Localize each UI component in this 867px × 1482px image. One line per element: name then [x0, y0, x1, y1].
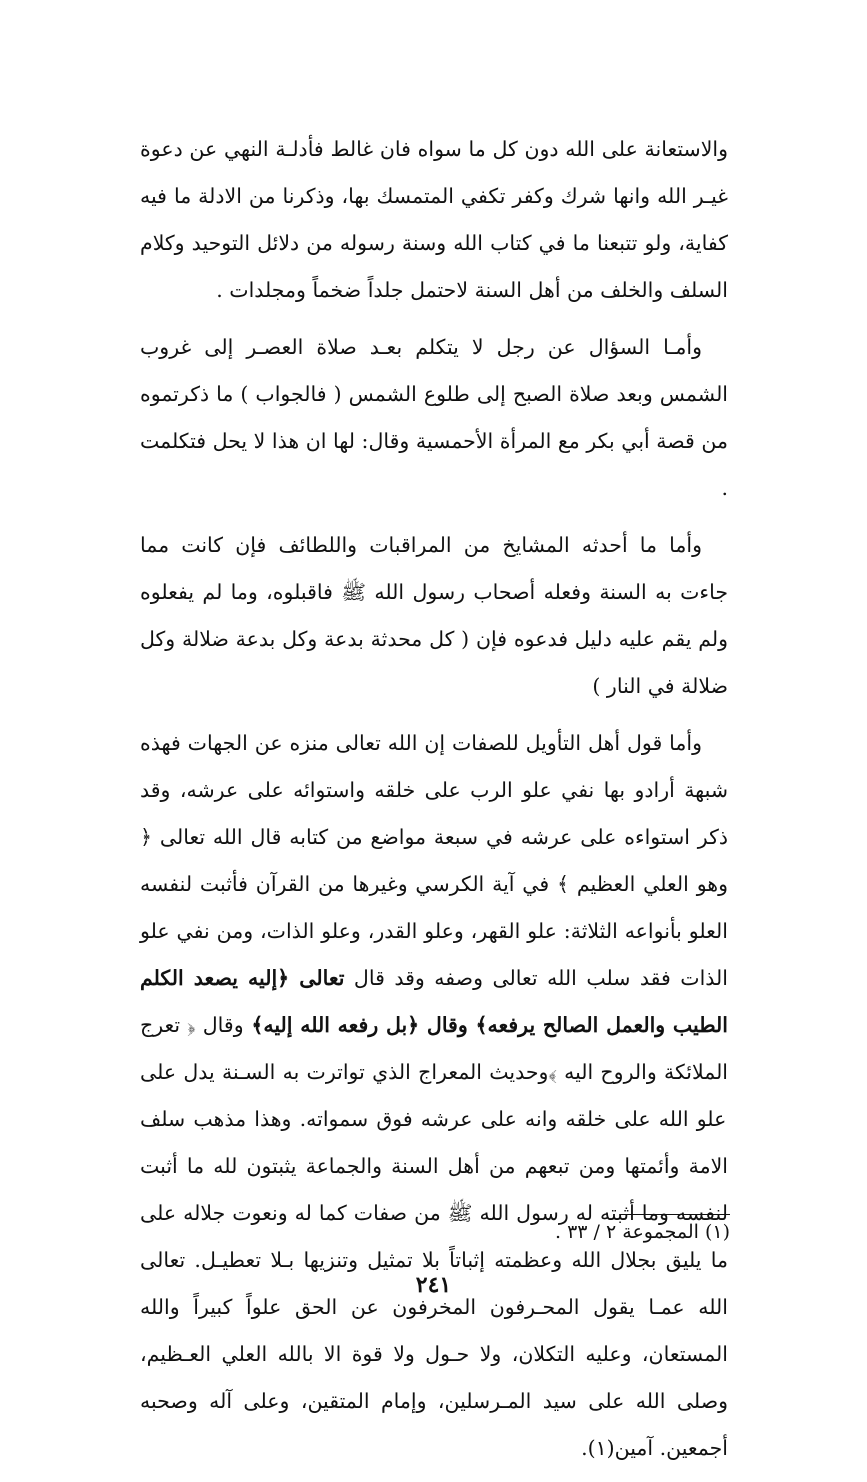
line: عرشه في سبعة مواضع من كتابه قال الله تعالى ﴿ وهو العلي العظيم ﴾ في آية: [140, 825, 729, 896]
line: القدر، وعلو الذات، ومن نفي علو الذات فقد سلب الله تعالى وصفه وقد قال: [140, 919, 729, 990]
line: فدعوه فإن ( كل محدثة بدعة وكل بدعة ضلالة وكل ضلالة في النار ): [140, 627, 728, 698]
line: تعالى ﴿إليه يصعد الكلم الطيب والعمل الصالح يرفعه﴾ وقال ﴿بل رفعه الله إليه﴾: [140, 966, 728, 1037]
line: الكرسي وغيرها من القرآن فأثبت لنفسه العلو بأنواعه الثلاثة: علو القهر، وعلو: [140, 872, 728, 943]
line: وانها شرك وكفر تكفي المتمسك بها، وذكرنا من الادلة ما فيه كفاية، ولو تتبعنا: [140, 184, 728, 255]
line: وعظمته إثباتاً بلا تمثيل وتنزيها بـلا تعطيـل. تعالى الله عمـا يقول المحـرفون: [140, 1248, 728, 1319]
page-number: ٢٤١: [415, 1272, 452, 1298]
footnote-divider: [620, 1214, 730, 1215]
paragraph-2: [140, 324, 728, 512]
line: وقال ﴿ تعرج الملائكة والروح اليه ﴾وحديث المعراج الذي تواترت به السـنة: [140, 1013, 729, 1084]
line: المخرفون عن الحق علواً كبيراً والله المستعان، وعليه التكلان، ولا حـول ولا: [140, 1295, 728, 1366]
line: وعلى آله وصحبه أجمعين. آمين(١).: [140, 1389, 728, 1460]
footnote: (١) المجموعة ٢ / ٣٣ .: [555, 1221, 730, 1243]
line: مع المرأة الأحمسية وقال: لها ان هذا لا يحل فتكلمت .: [140, 429, 728, 500]
line: يدل على علو الله على خلقه وانه على عرشه فوق سمواته. وهذا مذهب سلف: [140, 1060, 727, 1131]
paragraph-4: [140, 720, 728, 1472]
line: وأما ما أحدثه المشايخ من المراقبات واللطائف فإن كانت مما جاءت به: [140, 533, 728, 604]
line: السنة لاحتمل جلداً ضخماً ومجلدات .: [216, 278, 522, 302]
line: والاستعانة على الله دون كل ما سواه فان غالط فأدلـة النهي عن دعوة غيـر الله: [140, 137, 728, 208]
paragraph-1: [140, 126, 728, 314]
line: ما في كتاب الله وسنة رسوله من دلائل التوحيد وكلام السلف والخلف من أهل: [140, 231, 728, 302]
line: أرادو بها نفي علو الرب على خلقه واستوائه على عرشه، وقد ذكر استواءه على: [140, 778, 729, 849]
line: قوة الا بالله العلي العـظيم، وصلى الله على سيد المـرسلين، وإمام المتقين،: [140, 1342, 729, 1413]
line: وأما قول أهل التأويل للصفات إن الله تعالى منزه عن الجهات فهذه شبهة: [140, 731, 728, 802]
line: وبعد صلاة الصبح إلى طلوع الشمس ( فالجواب ) ما ذكرتموه من قصة أبي بكر: [140, 382, 728, 453]
line: أثبته له رسول الله ﷺ من صفات كما له ونعوت جلاله على ما يليق بجلال الله: [140, 1201, 728, 1272]
line: وأمـا السؤال عن رجل لا يتكلم بعـد صلاة العصـر إلى غروب الشمس: [140, 335, 729, 406]
paragraph-3: [140, 522, 728, 710]
line: السنة وفعله أصحاب رسول الله ﷺ فاقبلوه، وما لم يفعلوه ولم يقم عليه دليل: [140, 580, 728, 651]
line: الامة وأئمتها ومن تبعهم من أهل السنة والجماعة يثبتون لله ما أثبت لنفسه وما: [140, 1154, 728, 1225]
